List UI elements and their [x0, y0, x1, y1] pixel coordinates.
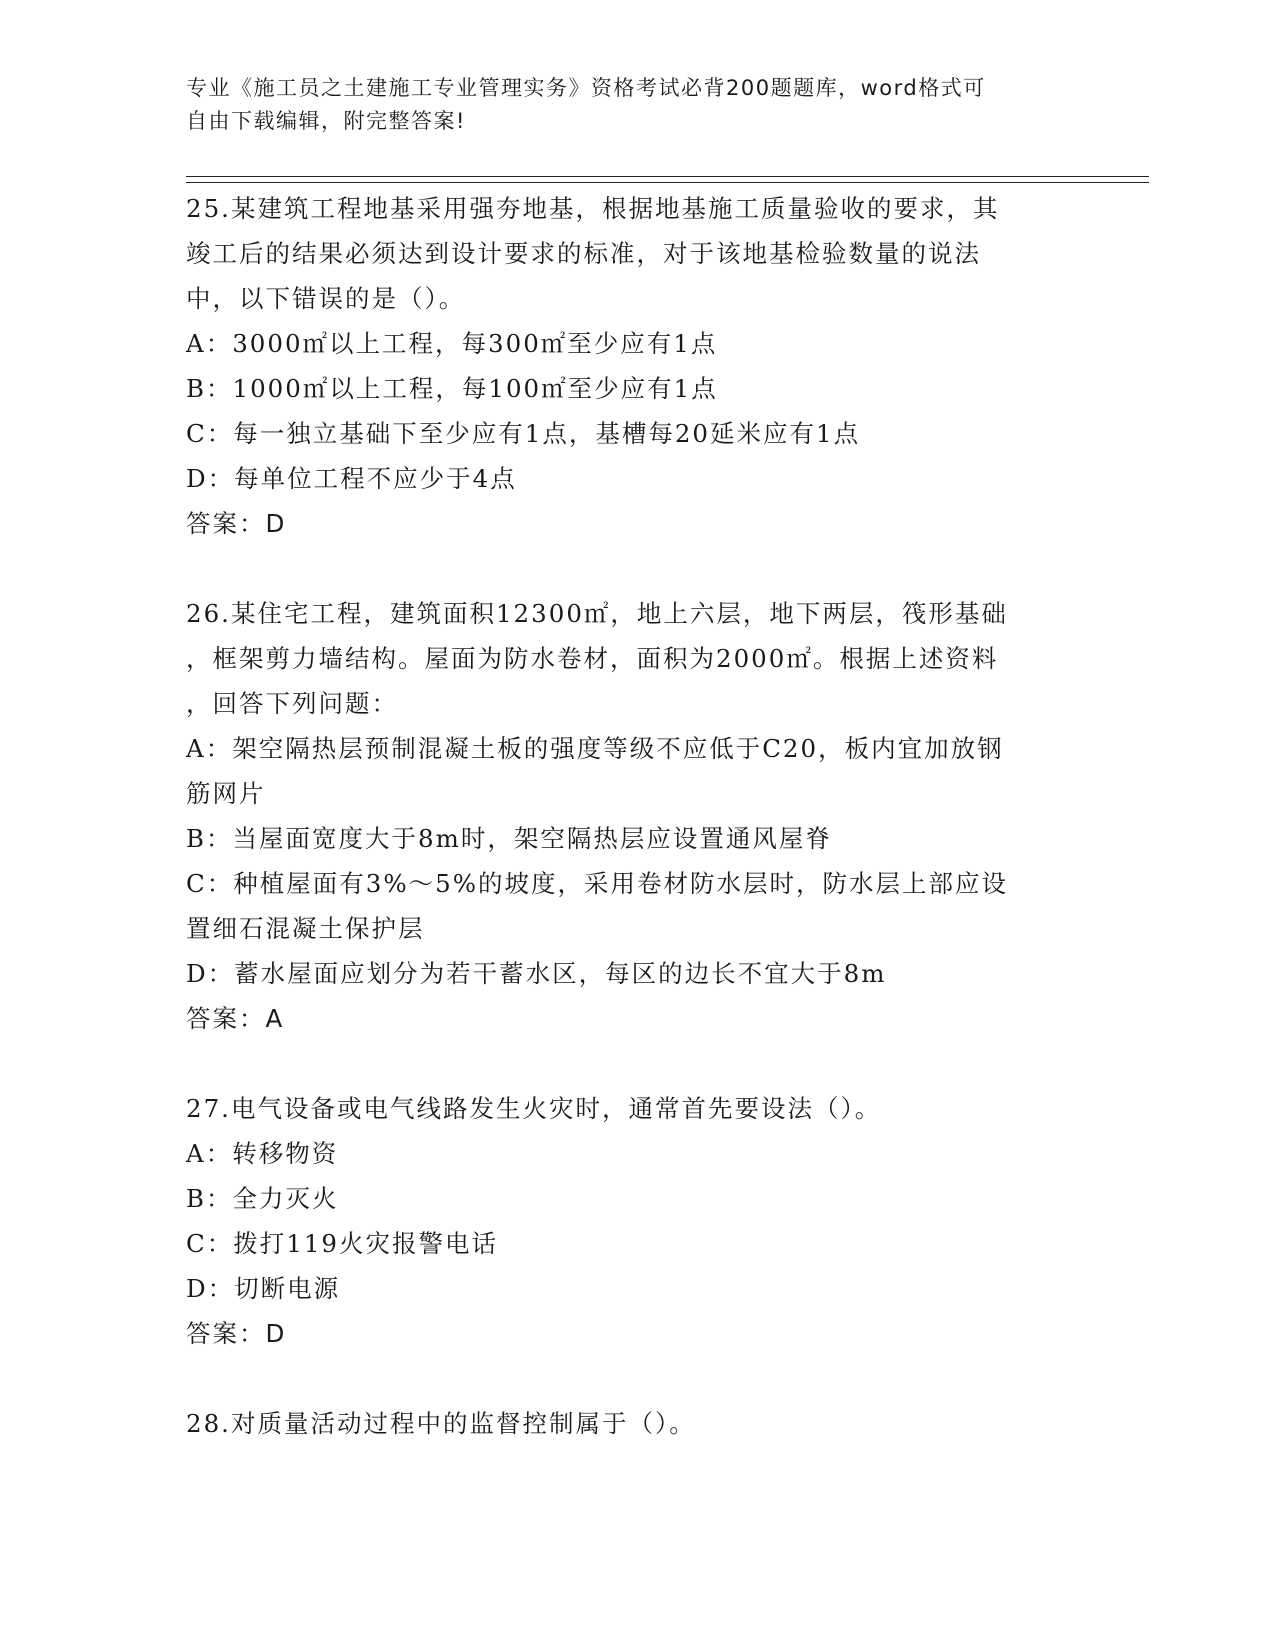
question-stem-line: ，回答下列问题： [186, 689, 398, 718]
option-line: A：3000㎡以上工程，每300㎡至少应有1点 [186, 329, 718, 358]
question-block [186, 591, 1086, 1086]
question-block [186, 1401, 1086, 1446]
answer-line: 答案：D [186, 509, 287, 538]
option-line: D：切断电源 [186, 1274, 341, 1303]
option-line: A：架空隔热层预制混凝土板的强度等级不应低于C20，板内宜加放钢 [186, 734, 1004, 763]
option-line: D：每单位工程不应少于4点 [186, 464, 517, 493]
header-divider-top [186, 176, 1149, 177]
answer-line: 答案：A [186, 1004, 285, 1033]
option-line: D：蓄水屋面应划分为若干蓄水区，每区的边长不宜大于8m [186, 959, 887, 988]
question-spacer [186, 1041, 1086, 1086]
question-spacer [186, 546, 1086, 591]
option-line: B：当屋面宽度大于8m时，架空隔热层应设置通风屋脊 [186, 824, 832, 853]
header-divider-bottom [186, 182, 1149, 183]
option-line: B：1000㎡以上工程，每100㎡至少应有1点 [186, 374, 718, 403]
header-line-2: 自由下载编辑，附完整答案! [186, 109, 466, 133]
question-stem-line: ，框架剪力墙结构。屋面为防水卷材，面积为2000㎡。根据上述资料 [186, 644, 999, 673]
question-spacer [186, 1356, 1086, 1401]
option-line: C：拨打119火灾报警电话 [186, 1229, 499, 1258]
question-stem-line: 26.某住宅工程，建筑面积12300㎡，地上六层，地下两层，筏形基础 [186, 599, 1008, 628]
answer-line: 答案：D [186, 1319, 287, 1348]
question-block [186, 186, 1086, 591]
option-line: 筋网片 [186, 779, 266, 808]
option-line: A：转移物资 [186, 1139, 339, 1168]
question-stem-line: 25.某建筑工程地基采用强夯地基，根据地基施工质量验收的要求，其 [186, 194, 1000, 223]
option-line: C：种植屋面有3%～5%的坡度，采用卷材防水层时，防水层上部应设 [186, 869, 1008, 898]
question-list [186, 186, 1086, 1446]
question-stem-line: 28.对质量活动过程中的监督控制属于（）。 [186, 1409, 696, 1438]
question-stem-line: 27.电气设备或电气线路发生火灾时，通常首先要设法（）。 [186, 1094, 882, 1123]
question-stem-line: 中，以下错误的是（）。 [186, 284, 466, 313]
option-line: B：全力灭火 [186, 1184, 339, 1213]
question-block [186, 1086, 1086, 1401]
header-line-1: 专业《施工员之土建施工专业管理实务》资格考试必背200题题库，word格式可 [186, 76, 986, 100]
document-header [186, 72, 1066, 138]
option-line: 置细石混凝土保护层 [186, 914, 425, 943]
option-line: C：每一独立基础下至少应有1点，基槽每20延米应有1点 [186, 419, 861, 448]
question-stem-line: 竣工后的结果必须达到设计要求的标准，对于该地基检验数量的说法 [186, 239, 981, 268]
